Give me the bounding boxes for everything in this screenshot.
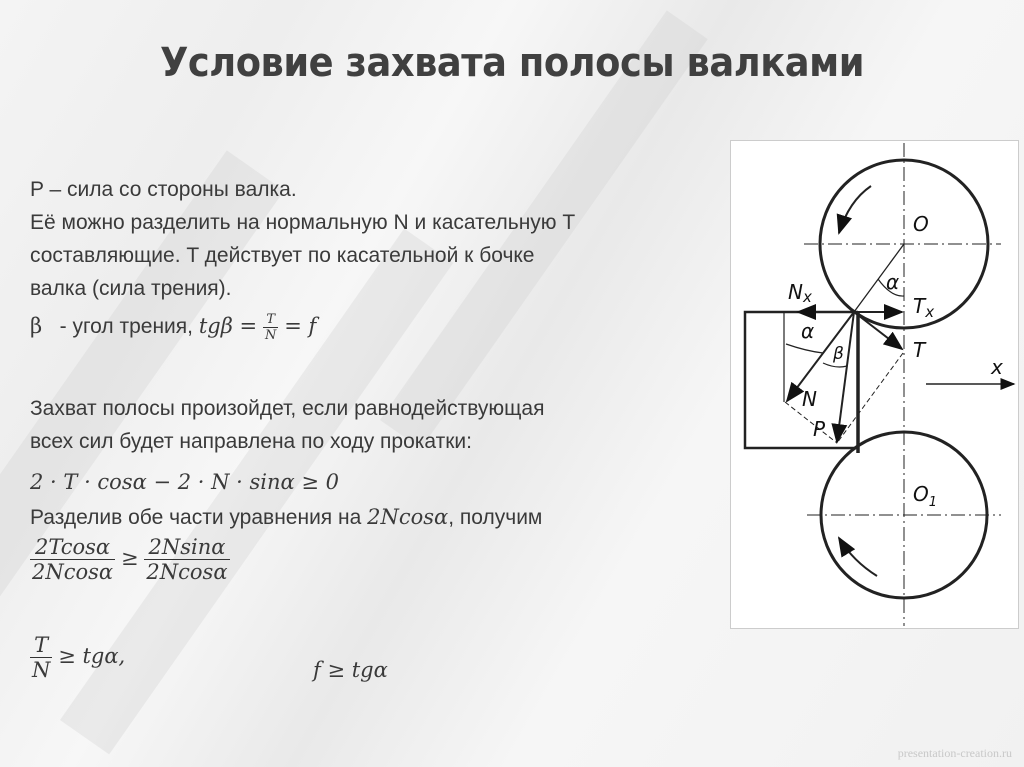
denominator: N	[32, 658, 51, 682]
watermark: presentation-creation.ru	[897, 746, 1012, 760]
label-nx-sub: x	[802, 288, 812, 306]
beta-text: - угол трения,	[59, 315, 193, 339]
text-line: Её можно разделить на нормальную N и касательную T	[30, 211, 576, 234]
label-o1-sub: 1	[928, 495, 938, 510]
label-nx	[788, 280, 812, 306]
label-alpha-top: α	[886, 270, 900, 294]
t-arrow	[854, 312, 902, 349]
result-2: f ≥ tgα	[313, 658, 388, 682]
numerator: T	[263, 312, 278, 328]
formula: = f	[284, 314, 317, 339]
numerator: T	[30, 633, 52, 658]
equation: 2 · T · cosα − 2 · N · sinα ≥ 0	[30, 470, 340, 494]
text-line	[30, 505, 542, 530]
label-beta: β	[833, 344, 844, 364]
label-o: O	[913, 212, 929, 236]
label-o1	[913, 482, 937, 510]
rotation-arrow-top	[839, 186, 871, 233]
fraction	[144, 535, 229, 584]
fraction-inequality	[30, 535, 230, 584]
numerator: 2Nsinα	[144, 535, 229, 560]
denominator: 2Ncosα	[32, 560, 114, 584]
fraction	[30, 633, 52, 682]
text-line: Захват полосы произойдет, если равнодействующая	[30, 397, 545, 420]
friction-angle-line	[30, 312, 316, 343]
label-tx-main: T	[913, 294, 926, 318]
label-tx	[913, 294, 934, 321]
alpha-arc-left	[786, 344, 823, 353]
slide-title: Условие захвата полосы валками	[159, 40, 865, 86]
formula: 2Ncosα	[367, 505, 449, 529]
denominator: 2Ncosα	[146, 560, 228, 584]
formula: ≥ tgα,	[58, 644, 126, 669]
label-nx-main: N	[788, 280, 803, 304]
result-1	[30, 633, 125, 682]
diagram-svg	[731, 141, 1018, 628]
label-p: P	[813, 417, 826, 441]
text-line: составляющие. T действует по касательной к бочке	[30, 244, 535, 267]
denominator: N	[264, 328, 277, 343]
label-x: x	[991, 355, 1003, 379]
text-line: всех сил будет направлена по ходу прокатки:	[30, 430, 472, 453]
formula: tgβ =	[198, 314, 258, 339]
label-tx-sub: x	[925, 303, 935, 321]
label-n: N	[802, 387, 817, 411]
label-o1-main: O	[913, 482, 929, 506]
text-line: P – сила со стороны валка.	[30, 178, 297, 201]
rolling-diagram	[730, 140, 1019, 629]
text: Разделив обе части уравнения на	[30, 506, 362, 529]
label-t: T	[913, 338, 926, 362]
label-alpha-left: α	[801, 319, 815, 343]
beta-symbol: β	[30, 314, 43, 339]
geq-sign: ≥	[120, 546, 139, 571]
text-line: валка (сила трения).	[30, 277, 232, 300]
fraction	[30, 535, 115, 584]
text: , получим	[448, 506, 543, 529]
fraction	[263, 312, 278, 343]
numerator: 2Tcosα	[30, 535, 115, 560]
rotation-arrow-bottom	[839, 538, 877, 576]
